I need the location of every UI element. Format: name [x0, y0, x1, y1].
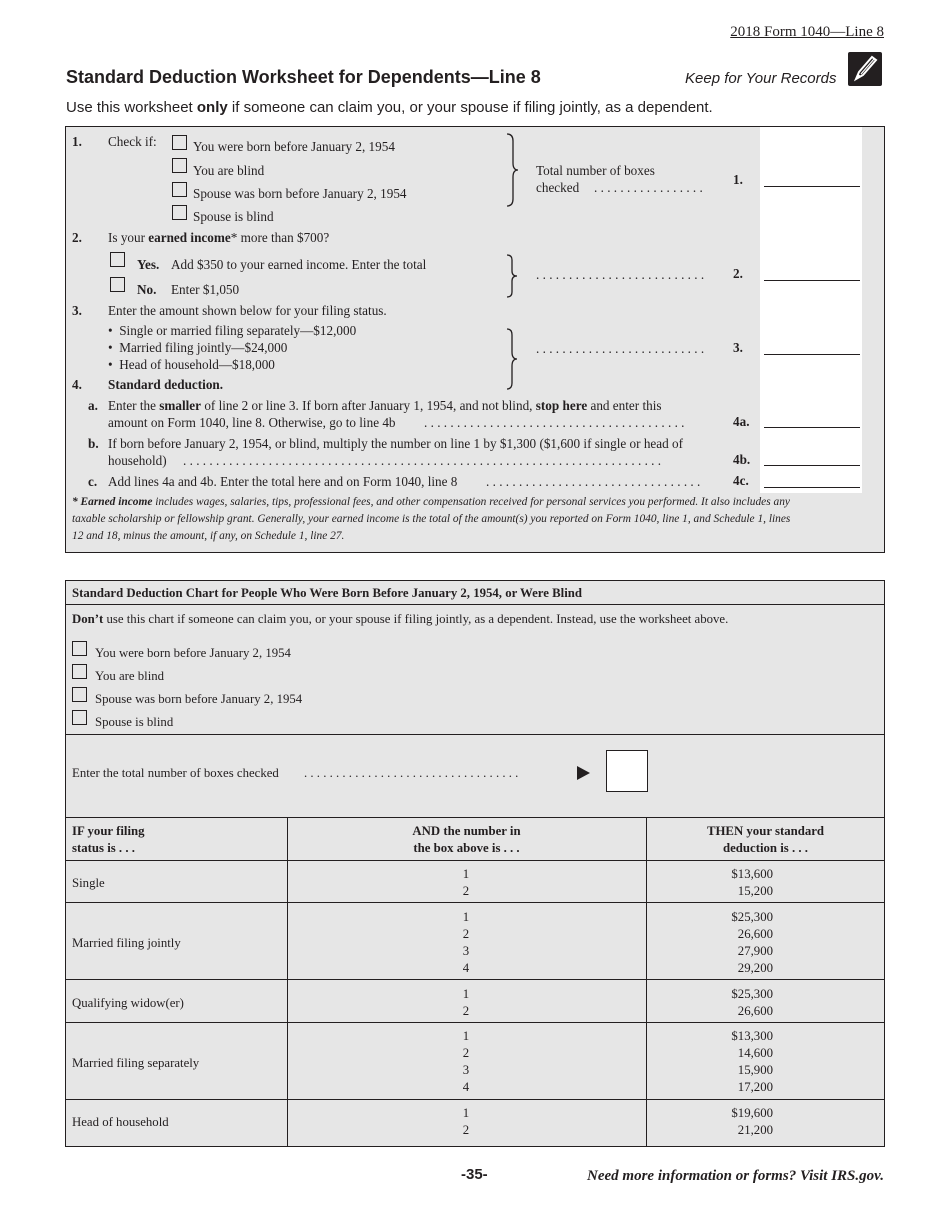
line-4a-text: Enter the smaller of line 2 or line 3. If born after January 1, 1954, and not blind, stop here and enter this	[108, 398, 662, 413]
checkbox-no[interactable]	[110, 277, 125, 292]
irs-link-note[interactable]: Need more information or forms? Visit IRS.gov.	[587, 1168, 884, 1184]
checkbox-you-blind[interactable]	[172, 158, 187, 173]
line-2-answer-field[interactable]	[764, 280, 860, 281]
divider	[65, 979, 885, 980]
line-2-number: 2.	[72, 230, 82, 245]
header-number: AND the number in the box above is . . .	[412, 824, 521, 855]
bullet-mfj: • Married filing jointly—$24,000	[108, 340, 288, 355]
check-if-label: Check if:	[108, 134, 157, 149]
brace-icon	[505, 133, 521, 207]
line-3-text: Enter the amount shown below for your filing status.	[108, 303, 387, 318]
page-title: Standard Deduction Worksheet for Dependents—Line 8	[66, 67, 541, 87]
line-4c-ref: 4c.	[733, 473, 749, 488]
checkbox-you-born-before[interactable]	[172, 135, 187, 150]
total-boxes-input[interactable]	[606, 750, 648, 792]
row-status-qw: Qualifying widow(er)	[72, 996, 184, 1010]
line-4a-answer-field[interactable]	[764, 427, 860, 428]
row-numbers: 1 2	[462, 987, 470, 1018]
chart-warning: Don’t use this chart if someone can claim you, or your spouse if filing jointly, as a dependent. Instead, use the worksheet above.	[72, 612, 729, 626]
divider	[65, 902, 885, 903]
row-status-single: Single	[72, 876, 105, 890]
page-number: -35-	[461, 1166, 488, 1183]
column-divider	[287, 817, 288, 1147]
no-text: Enter $1,050	[171, 282, 240, 297]
line-4a-ref: 4a.	[733, 414, 750, 429]
divider	[65, 604, 885, 605]
pencil-icon	[848, 52, 882, 86]
divider	[65, 1022, 885, 1023]
chart-checkbox-you-blind[interactable]	[72, 664, 87, 679]
bullet-hoh: • Head of household—$18,000	[108, 357, 275, 372]
option-you-born-before: You were born before January 2, 1954	[193, 139, 395, 154]
row-numbers: 1 2 3 4	[462, 910, 470, 975]
earned-income-footnote: * Earned income includes wages, salaries, tips, professional fees, and other compensation received for personal services you performed. It also includes any taxable scholarship or fellowship grant. Generally, your earned income is the total of the amount(s) you reported on Form 1040, line 1, and Schedule 1, lines 12 and 18, minus the amount, if any, on Schedule 1, line 27.	[72, 496, 791, 542]
option-spouse-born-before: Spouse was born before January 2, 1954	[193, 186, 407, 201]
line-4b-dots: . . . . . . . . . . . . . . . . . . . . . . . . . . . . . . . . . . . . . . . . . . . . . . . . . . . . . . . . . . . . . . . . . . . . . . . . .	[183, 453, 662, 468]
line-4c-answer-field[interactable]	[764, 487, 860, 488]
line-4b-answer-field[interactable]	[764, 465, 860, 466]
line-4a-text-2: amount on Form 1040, line 8. Otherwise, go to line 4b	[108, 415, 396, 430]
running-head: 2018 Form 1040—Line 8	[730, 24, 884, 40]
row-amounts: $13,300 14,600 15,900 17,200	[731, 1029, 773, 1094]
option-spouse-blind: Spouse is blind	[193, 209, 274, 224]
line-2-dots: . . . . . . . . . . . . . . . . . . . . . . . . . .	[536, 267, 705, 282]
intro-text: Use this worksheet only if someone can claim you, or your spouse if filing jointly, as a dependent.	[66, 99, 713, 116]
line-4a-dots: . . . . . . . . . . . . . . . . . . . . . . . . . . . . . . . . . . . . . . . .	[424, 415, 685, 430]
total-boxes-label: Total number of boxes	[536, 163, 655, 178]
header-filing-status: IF your filing status is . . .	[72, 824, 145, 855]
keep-records-note: Keep for Your Records	[685, 70, 837, 87]
header-deduction: THEN your standard deduction is . . .	[706, 824, 825, 855]
line-2-ref: 2.	[733, 266, 743, 281]
line-4b-text-2: household)	[108, 453, 167, 468]
option-you-blind: You are blind	[193, 163, 265, 178]
enter-total-label: Enter the total number of boxes checked	[72, 766, 279, 780]
row-status-mfs: Married filing separately	[72, 1056, 200, 1070]
row-amounts: $19,600 21,200	[731, 1106, 773, 1137]
brace-icon	[505, 328, 521, 390]
line-3-answer-field[interactable]	[764, 354, 860, 355]
line-2-question: Is your earned income* more than $700?	[108, 230, 330, 245]
line-1-dots: . . . . . . . . . . . . . . . . .	[594, 180, 703, 195]
line-1-ref: 1.	[733, 172, 743, 187]
row-status-mfj: Married filing jointly	[72, 936, 181, 950]
row-numbers: 1 2	[462, 1106, 470, 1137]
yes-text: Add $350 to your earned income. Enter the total	[171, 257, 427, 272]
line-4b-text: If born before January 2, 1954, or blind, multiply the number on line 1 by $1,300 ($1,600 if single or head of	[108, 436, 684, 451]
yes-label: Yes.	[137, 257, 160, 272]
line-1-number: 1.	[72, 134, 82, 149]
line-4c-dots: . . . . . . . . . . . . . . . . . . . . . . . . . . . . . . . . .	[486, 474, 701, 489]
row-amounts: $25,300 26,600	[731, 987, 773, 1018]
column-divider	[646, 817, 647, 1147]
divider	[65, 817, 885, 818]
chart-title: Standard Deduction Chart for People Who Were Born Before January 2, 1954, or Were Blind	[72, 586, 582, 600]
line-3-number: 3.	[72, 303, 82, 318]
chart-checkbox-spouse-born-before[interactable]	[72, 687, 87, 702]
row-amounts: $25,300 26,600 27,900 29,200	[731, 910, 773, 975]
answer-column	[760, 127, 862, 493]
divider	[65, 860, 885, 861]
line-3-ref: 3.	[733, 340, 743, 355]
line-4a-letter: a.	[88, 398, 98, 413]
divider	[65, 734, 885, 735]
brace-icon	[505, 254, 521, 298]
row-numbers: 1 2 3 4	[462, 1029, 470, 1094]
chart-option-you-blind: You are blind	[95, 669, 165, 683]
chart-option-you-born-before: You were born before January 2, 1954	[95, 646, 291, 660]
divider	[65, 1099, 885, 1100]
chart-option-spouse-born-before: Spouse was born before January 2, 1954	[95, 692, 303, 706]
chart-checkbox-spouse-blind[interactable]	[72, 710, 87, 725]
row-status-hoh: Head of household	[72, 1115, 169, 1129]
line-4b-letter: b.	[88, 436, 99, 451]
row-numbers: 1 2	[462, 867, 470, 898]
line-3-dots: . . . . . . . . . . . . . . . . . . . . . . . . . .	[536, 341, 705, 356]
total-boxes-label-2: checked	[536, 180, 580, 195]
checkbox-spouse-born-before[interactable]	[172, 182, 187, 197]
line-4b-ref: 4b.	[733, 452, 751, 467]
chart-checkbox-you-born-before[interactable]	[72, 641, 87, 656]
line-4-heading: Standard deduction.	[108, 377, 224, 392]
line-4c-text: Add lines 4a and 4b. Enter the total here and on Form 1040, line 8	[108, 474, 458, 489]
checkbox-yes[interactable]	[110, 252, 125, 267]
row-amounts: $13,600 15,200	[731, 867, 773, 898]
enter-total-dots: . . . . . . . . . . . . . . . . . . . . . . . . . . . . . . . . . .	[304, 766, 519, 780]
arrow-right-icon	[577, 766, 590, 780]
line-4-number: 4.	[72, 377, 82, 392]
line-4c-letter: c.	[88, 474, 98, 489]
bullet-single: • Single or married filing separately—$12,000	[108, 323, 357, 338]
checkbox-spouse-blind[interactable]	[172, 205, 187, 220]
chart-option-spouse-blind: Spouse is blind	[95, 715, 174, 729]
line-1-answer-field[interactable]	[764, 186, 860, 187]
no-label: No.	[137, 282, 157, 297]
